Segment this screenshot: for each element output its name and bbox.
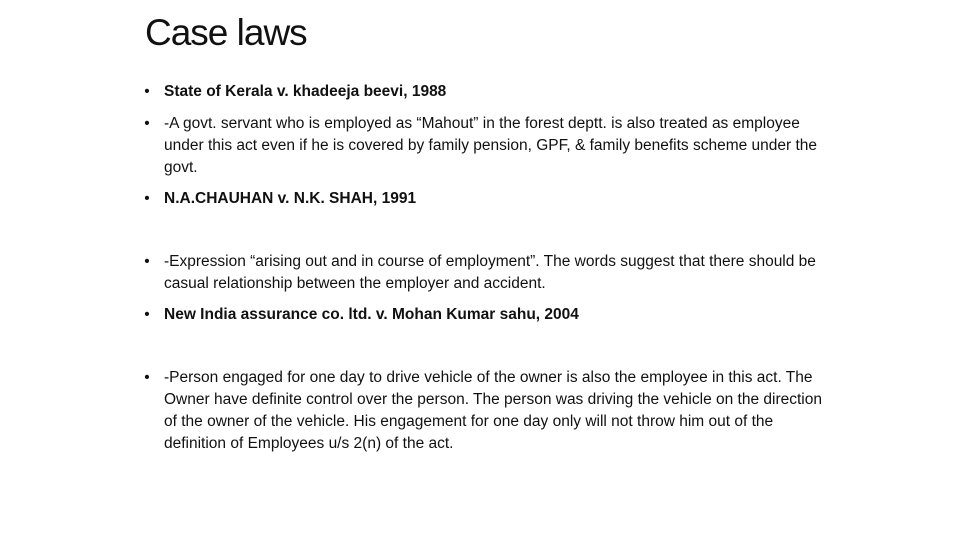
bullet-icon: • [144, 190, 150, 207]
bullet-item-detail-1 [138, 113, 838, 179]
slide-title: Case laws [145, 12, 307, 53]
bullet-icon: • [144, 369, 150, 386]
bullet-text: -Person engaged for one day to drive vehicle of the owner is also the employee in this act. The Owner have definite control over the person. The person was driving the vehicle on the direction of the owner of the vehicle. His engagement for one day only will not throw him out of the definition of Employees u/s 2(n) of the act. [164, 369, 822, 452]
bullet-icon: • [144, 253, 150, 270]
bullet-item-case-1 [138, 81, 838, 103]
bullet-item-detail-3 [138, 367, 838, 455]
bullet-icon: • [144, 115, 150, 132]
bullet-text: -A govt. servant who is employed as “Mahout” in the forest deptt. is also treated as employee under this act even if he is covered by family pension, GPF, & family benefits scheme under the govt. [164, 115, 818, 176]
bullet-item-detail-2 [138, 251, 838, 295]
bullet-text: New India assurance co. ltd. v. Mohan Kumar sahu, 2004 [164, 306, 579, 323]
bullet-text: N.A.CHAUHAN v. N.K. SHAH, 1991 [164, 190, 417, 207]
bullet-item-case-2 [138, 188, 838, 210]
bullet-icon: • [144, 83, 150, 100]
bullet-text: -Expression “arising out and in course of employment”. The words suggest that there should be casual relationship between the employer and accident. [164, 253, 816, 292]
bullet-icon: • [144, 306, 150, 323]
bullet-item-case-3 [138, 304, 838, 326]
bullet-text: State of Kerala v. khadeeja beevi, 1988 [164, 83, 447, 100]
